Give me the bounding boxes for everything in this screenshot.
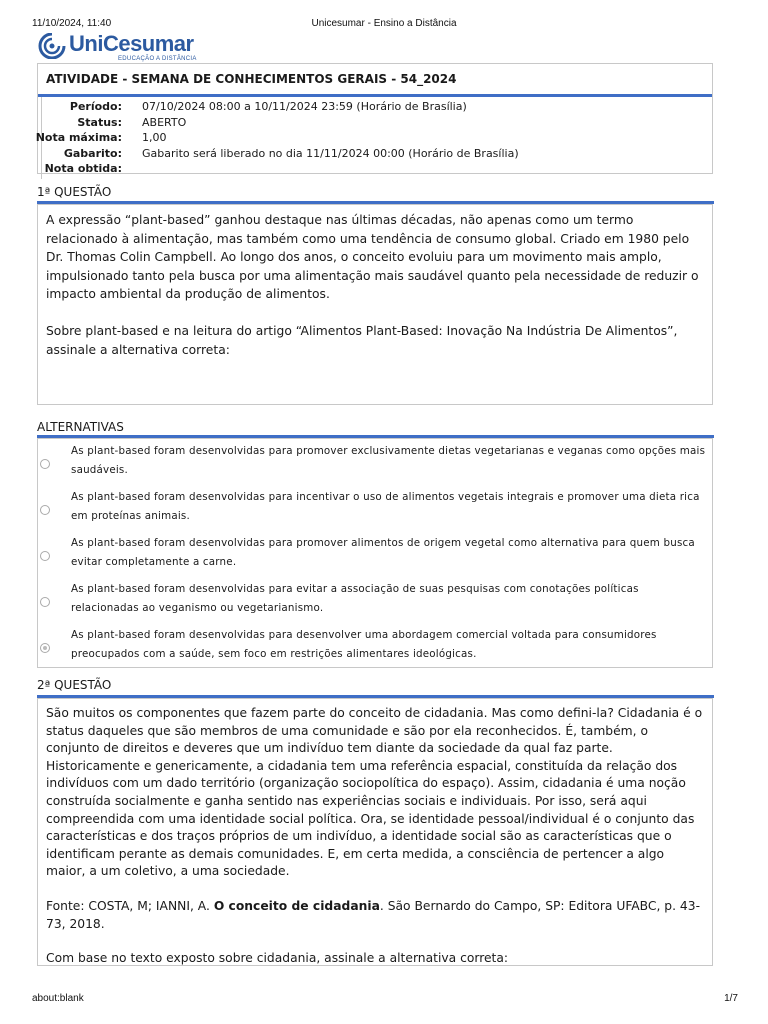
alternative-option[interactable] <box>38 577 712 623</box>
print-page-title: Unicesumar - Ensino a Distância <box>311 18 457 29</box>
question1-text <box>38 205 712 383</box>
activity-header-box <box>37 63 713 174</box>
alternative-text: As plant-based foram desenvolvidas para desenvolver uma abordagem comercial voltada para consumidores preocupados com a saúde, sem foco em restrições alimentares ideológicas. <box>71 629 657 660</box>
alternatives-heading: ALTERNATIVAS <box>37 420 124 434</box>
question1-heading: 1ª QUESTÃO <box>37 185 112 199</box>
radio-button[interactable] <box>40 551 50 561</box>
question1-prompt: Sobre plant-based e na leitura do artigo “Alimentos Plant-Based: Inovação Na Indústria De Alimentos”, assinale a alternativa correta: <box>46 323 678 357</box>
alternative-text: As plant-based foram desenvolvidas para promover alimentos de origem vegetal como alternativa para quem busca evitar completamente a carne. <box>71 537 695 568</box>
question2-box <box>37 698 713 966</box>
question1-box <box>37 204 713 405</box>
print-datetime: 11/10/2024, 11:40 <box>32 18 112 29</box>
alternative-text: As plant-based foram desenvolvidas para incentivar o uso de alimentos vegetais integrais e promover uma dieta rica em proteínas animais. <box>71 491 700 522</box>
brand-tagline: EDUCAÇÃO A DISTÂNCIA <box>118 56 197 62</box>
alternative-option-selected[interactable] <box>38 623 712 669</box>
question2-paragraph: São muitos os componentes que fazem parte do conceito de cidadania. Mas como defini-la? Cidadania é o status daqueles que são membros de uma comunidade e são por ela reconhecidos. É, também, o conjunto de direitos e deveres que um indivíduo tem diante da sociedade da qual faz parte. Historicamente e genericamente, a cidadania tem uma referência espacial, constituída da relação dos indivíduos com um dado território (organização sociopolítica do espaço). Assim, cidadania é uma noção construída socialmente e ganha sentido nas experiências sociais e individuais. Por isso, será aqui compreendida com uma identidade social política. Ora, se identidade pessoal/individual é o conjunto das características e dos traços próprios de um indivíduo, a identidade social são as características que o identificam perante as demais comunidades. E, em certa medida, a consciência de pertencer a algo maior, a um coletivo, a uma sociedade. <box>46 706 703 879</box>
activity-info: Período: 07/10/2024 08:00 a 10/11/2024 23:59 (Horário de Brasília) Status: ABERTO Nota máxima: 1,00 Gabarito: Gabarito será liberado no dia 11/11/2024 00:00 (Horário de Brasília) Nota obtida: <box>41 97 712 179</box>
alternative-option[interactable] <box>38 485 712 531</box>
alternative-option[interactable] <box>38 531 712 577</box>
alternatives-box <box>37 438 713 668</box>
brand-name: UniCesumar <box>69 31 194 56</box>
alternative-text: As plant-based foram desenvolvidas para evitar a associação de suas pesquisas com conotações políticas relacionadas ao veganismo ou vegetarianismo. <box>71 583 639 614</box>
question1-paragraph: A expressão “plant-based” ganhou destaque nas últimas décadas, não apenas como um termo relacionado à alimentação, mas também como uma tendência de consumo global. Criado em 1980 pelo Dr. Thomas Colin Campbell. Ao longo dos anos, o conceito evoluiu para um movimento mais amplo, impulsionado tanto pela busca por uma alimentação mais saudável quanto pela necessidade de reduzir o impacto ambiental da produção de alimentos. <box>46 213 699 302</box>
activity-title: ATIVIDADE - SEMANA DE CONHECIMENTOS GERAIS - 54_2024 <box>46 72 457 86</box>
print-url: about:blank <box>32 993 84 1004</box>
page-number: 1/7 <box>724 993 738 1004</box>
alternative-text: As plant-based foram desenvolvidas para promover exclusivamente dietas vegetarianas e veganas como opções mais saudáveis. <box>71 445 706 476</box>
question2-source: Fonte: COSTA, M; IANNI, A. O conceito de cidadania. São Bernardo do Campo, SP: Editora UFABC, p. 43-73, 2018. <box>46 898 701 931</box>
question2-text <box>38 699 712 991</box>
radio-button[interactable] <box>40 459 50 469</box>
alternative-option[interactable] <box>38 439 712 485</box>
radio-button[interactable] <box>40 505 50 515</box>
radio-button[interactable] <box>40 597 50 607</box>
radio-button-selected[interactable] <box>40 643 50 653</box>
unicesumar-logo-mark-icon <box>37 33 67 59</box>
question2-heading: 2ª QUESTÃO <box>37 678 112 692</box>
unicesumar-logo <box>37 33 197 65</box>
source-title: O conceito de cidadania <box>213 898 380 913</box>
question2-prompt: Com base no texto exposto sobre cidadania, assinale a alternativa correta: <box>46 951 509 966</box>
